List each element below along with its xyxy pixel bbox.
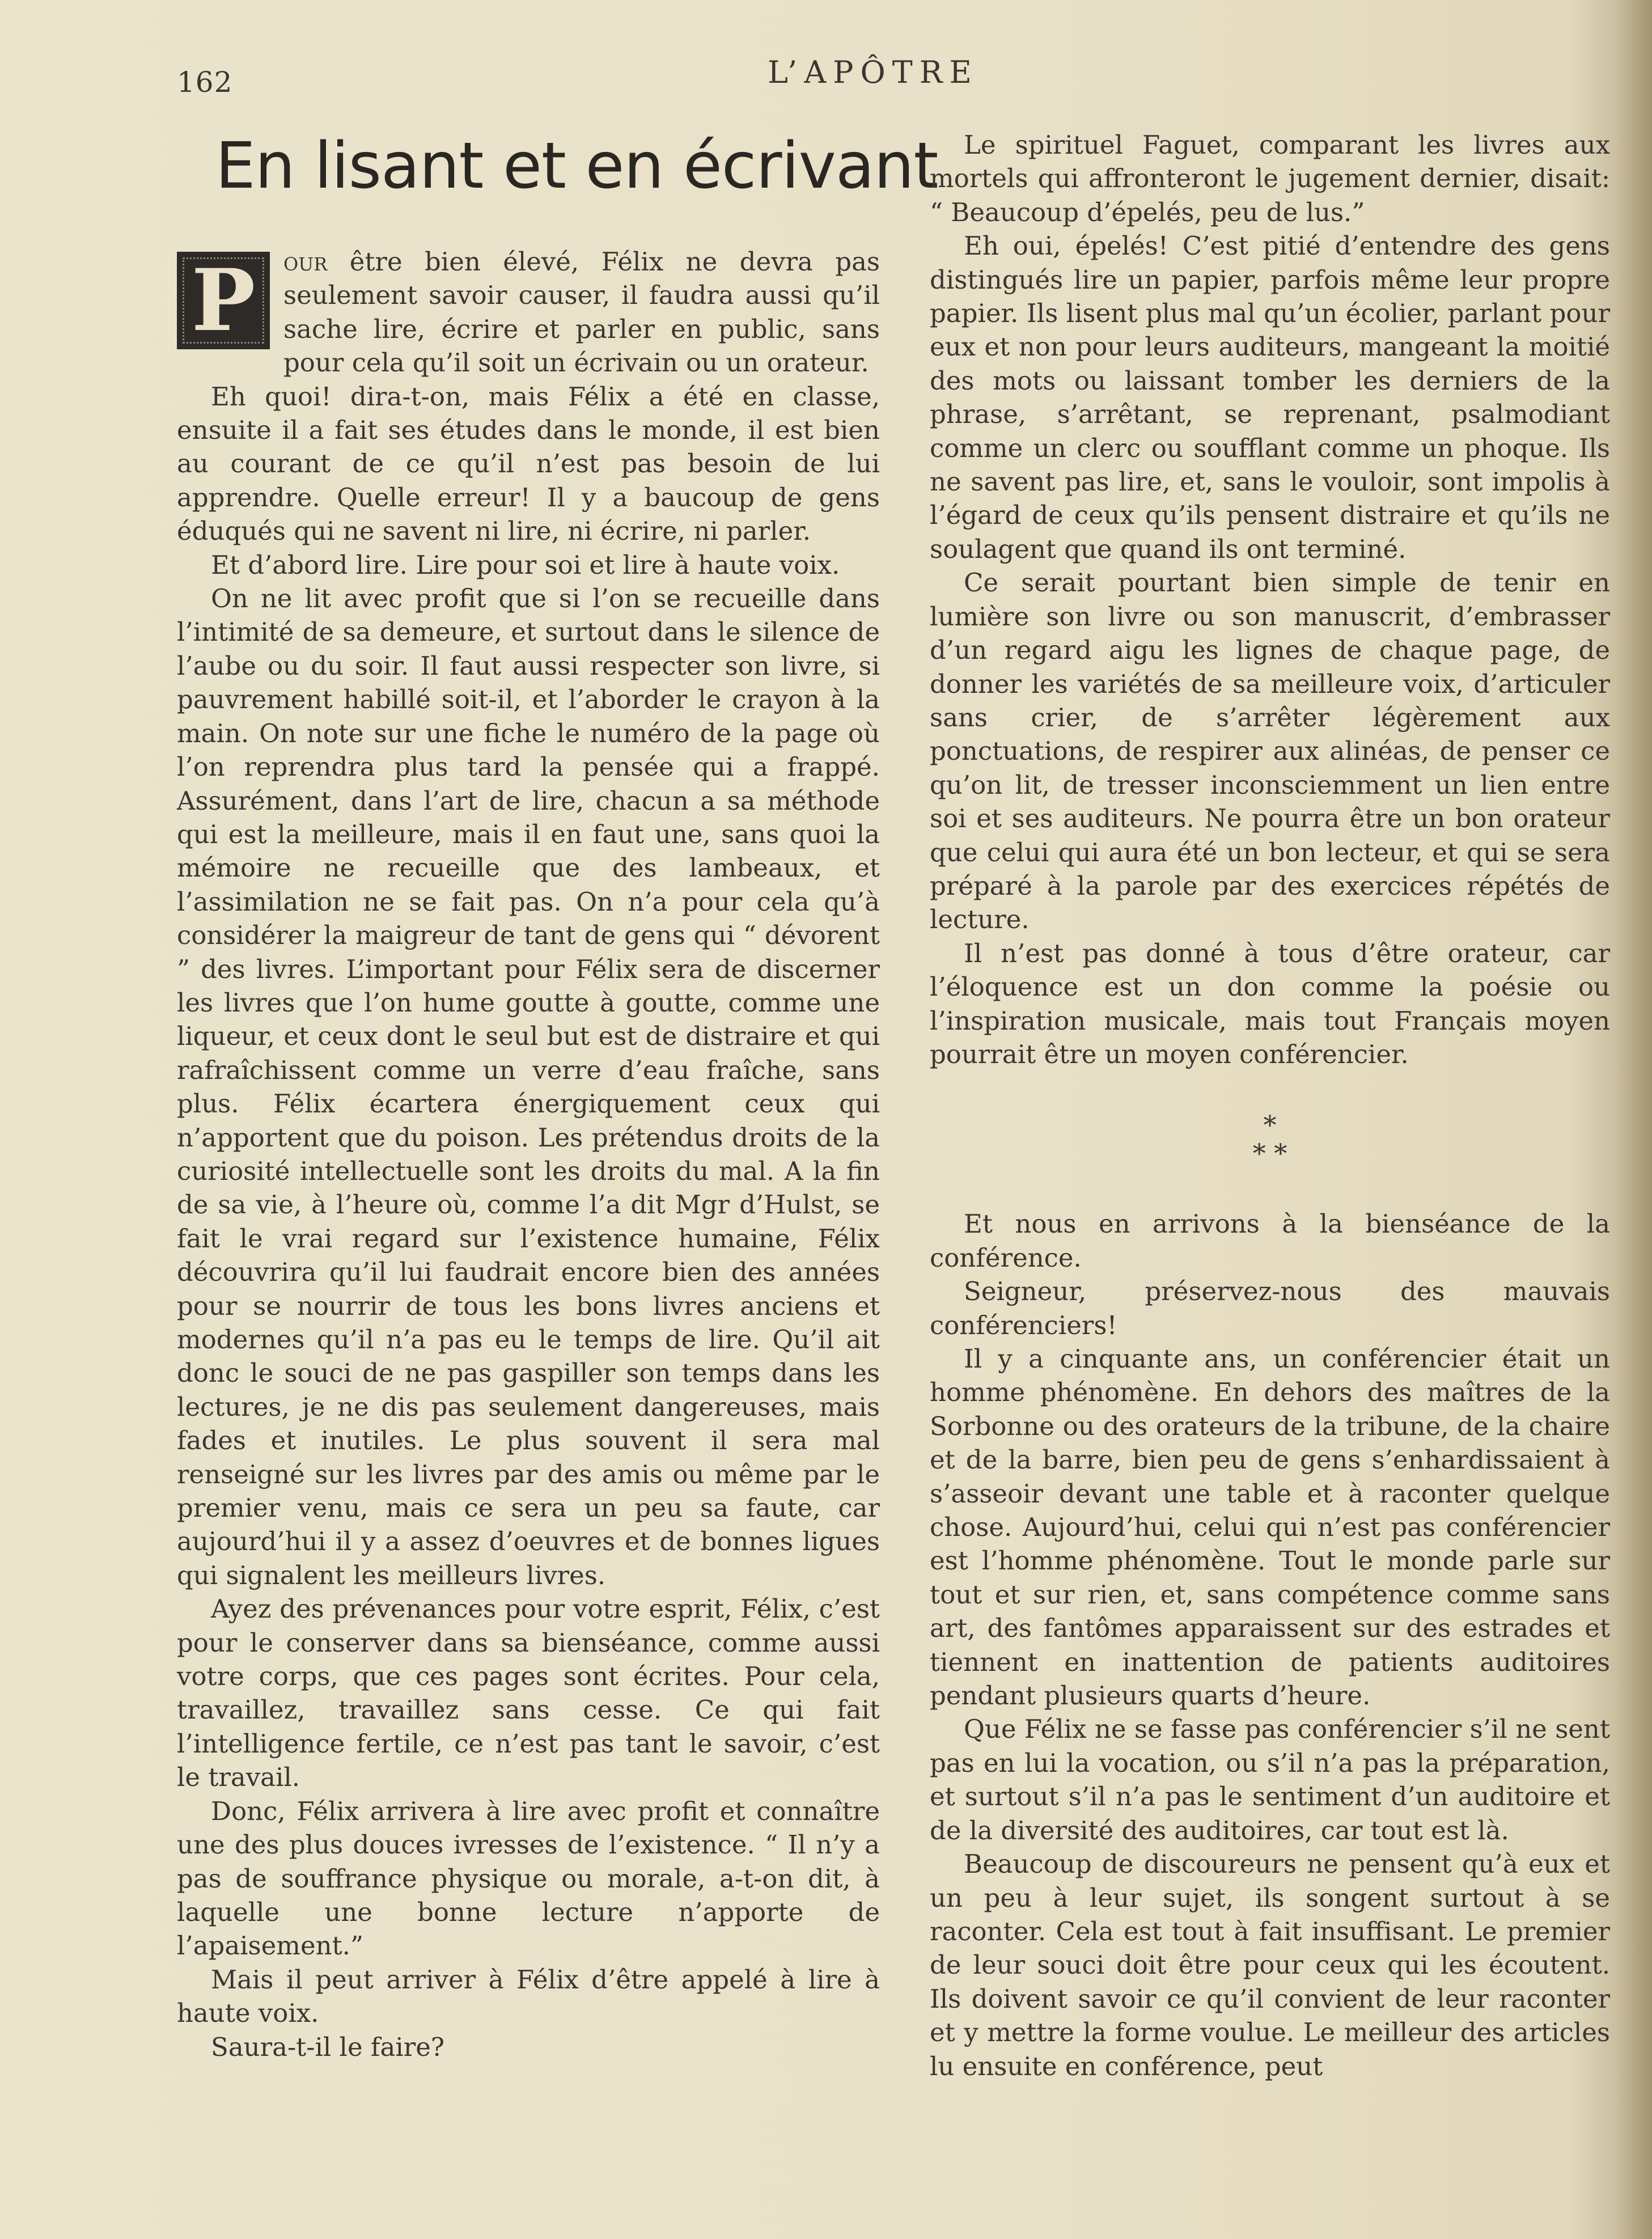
first-word: our	[283, 247, 328, 277]
paragraph-text: être bien élevé, Félix ne devra pas seulement savoir causer, il faudra aussi qu’il sache lire, écrire et parler en public, sans pour cela qu’il soit un écrivain ou un orateur.	[283, 247, 880, 378]
paragraph: Eh oui, épelés! C’est pitié d’entendre des gens distingués lire un papier, parfois même leur propre papier. Ils lisent plus mal qu’un écolier, parlant pour eux et non pour leurs auditeurs, mangeant la moitié des mots ou laissant tomber les derniers de la phrase, s’arrêtant, se reprenant, psalmodiant comme un clerc ou soufflant comme un phoque. Ils ne savent pas lire, et, sans le vouloir, sont impolis à l’égard de ceux qu’ils pensent distraire et qu’ils ne soulagent que quand ils ont terminé.	[930, 231, 1610, 564]
paragraph: Ce serait pourtant bien simple de tenir en lumière son livre ou son manuscrit, d’embrasser d’un regard aigu les lignes de chaque page, de donner les variétés de sa meilleure voix, d’articuler sans crier, de s’arrêter légèrement aux ponctuations, de respirer aux alinéas, de penser ce qu’on lit, de tresser inconsciemment un lien entre soi et ses auditeurs. Ne pourra être un bon orateur que celui qui aura été un bon lecteur, et qui se sera préparé à la parole par des exercices répétés de lecture.	[930, 568, 1610, 935]
right-column	[930, 128, 1610, 2083]
paragraph: Et nous en arrivons à la bienséance de la conférence.	[930, 1209, 1610, 1273]
paragraph: Eh quoi! dira-t-on, mais Félix a été en classe, ensuite il a fait ses études dans le monde, il est bien au courant de ce qu’il n’est pas besoin de lui apprendre. Quelle erreur! Il y a baucoup de gens éduqués qui ne savent ni lire, ni écrire, ni parler.	[177, 381, 880, 547]
paragraph: Beaucoup de discoureurs ne pensent qu’à eux et un peu à leur sujet, ils songent surtout à se raconter. Cela est tout à fait insuffisant. Le premier de leur souci doit être pour ceux qui les écoutent. Ils doivent savoir ce qu’il convient de leur raconter et y mettre la forme voulue. Le meilleur des articles lu ensuite en conférence, peut	[930, 1849, 1610, 2081]
asterism-top: *	[1263, 1110, 1277, 1141]
paragraph: Que Félix ne se fasse pas conférencier s’il ne sent pas en lui la vocation, ou s’il n’a pas la préparation, et surtout s’il n’a pas le sentiment d’un auditoire et de la diversité des auditoires, car tout est là.	[930, 1714, 1610, 1846]
paragraph: Il n’est pas donné à tous d’être orateur, car l’éloquence est un don comme la poésie ou l’inspiration musicale, mais tout Français moyen pourrait être un moyen conférencier.	[930, 938, 1610, 1069]
paragraph: Saura-t-il le faire?	[211, 2031, 445, 2062]
left-column	[177, 245, 880, 2064]
paragraph: Ayez des prévenances pour votre esprit, Félix, c’est pour le conserver dans sa bienséance, comme aussi votre corps, que ces pages sont écrites. Pour cela, travaillez, travaillez sans cesse. Ce qui fait l’intelligence fertile, ce n’est pas tant le savoir, c’est le travail.	[177, 1594, 880, 1793]
section-break-asterism	[930, 1111, 1610, 1167]
paragraph: Et d’abord lire. Lire pour soi et lire à haute voix.	[211, 549, 840, 580]
page-edge-shadow	[1618, 0, 1652, 2239]
article-title: En lisant et en écrivant	[215, 129, 938, 203]
paragraph: Mais il peut arriver à Félix d’être appelé à lire à haute voix.	[177, 1964, 880, 2029]
drop-cap-ornament	[177, 252, 270, 349]
paragraph	[177, 245, 880, 380]
paragraph: Le spirituel Faguet, comparant les livres aux mortels qui affronteront le jugement dernier, disait: “ Beaucoup d’épelés, peu de lus.”	[930, 130, 1610, 227]
asterism-bottom: * *	[1252, 1138, 1287, 1169]
paragraph: On ne lit avec profit que si l’on se recueille dans l’intimité de sa demeure, et surtout dans le silence de l’aube ou du soir. Il faut aussi respecter son livre, si pauvrement habillé soit-il, et l’aborder le crayon à la main. On note sur une fiche le numéro de la page où l’on reprendra plus tard la pensée qui a frappé. Assurément, dans l’art de lire, chacun a sa méthode qui est la meilleure, mais il en faut une, sans quoi la mémoire ne recueille que des lambeaux, et l’assimilation ne se fait pas. On n’a pour cela qu’à considérer la maigreur de tant de gens qui “ dévorent ” des livres. L’important pour Félix sera de discerner les livres que l’on hume goutte à goutte, comme une liqueur, et ceux dont le seul but est de distraire et qui rafraîchissent comme un verre d’eau fraîche, sans plus. Félix écartera énergiquement ceux qui n’apportent que du poison. Les prétendus droits de la curiosité intellectuelle sont les droits du mal. A la fin de sa vie, à l’heure où, comme l’a dit Mgr d’Hulst, se fait le vrai regard sur l’existence humaine, Félix découvrira qu’il lui faudrait encore bien des années pour se nourrir de tous les bons livres anciens et modernes qu’il n’a pas eu le temps de lire. Qu’il ait donc le souci de ne pas gaspiller son temps dans les lectures, je ne dis pas seulement dangereuses, mais fades et inutiles. Le plus souvent il sera mal renseigné sur les livres par des amis ou même par le premier venu, mais ce sera un peu sa faute, car aujourd’hui il y a assez d’oeuvres et de bonnes ligues qui signalent les meilleurs livres.	[177, 583, 880, 1590]
drop-cap-letter: P	[191, 251, 256, 350]
paragraph: Donc, Félix arrivera à lire avec profit et connaître une des plus douces ivresses de l’existence. “ Il n’y a pas de souffrance physique ou morale, a-t-on dit, à laquelle une bonne lecture n’apporte de l’apaisement.”	[177, 1796, 880, 1961]
running-title: L’APÔTRE	[768, 54, 979, 90]
paragraph: Seigneur, préservez-nous des mauvais conférenciers!	[930, 1276, 1610, 1340]
paragraph: Il y a cinquante ans, un conférencier était un homme phénomène. En dehors des maîtres de la Sorbonne ou des orateurs de la tribune, de la chaire et de la barre, bien peu de gens s’enhardissaient à s’asseoir devant une table et à raconter quelque chose. Aujourd’hui, celui qui n’est pas conférencier est l’homme phénomène. Tout le monde parle sur tout et sur rien, et, sans compétence comme sans art, des fantômes apparaissent sur des estrades et tiennent en inattention de patients auditoires pendant plusieurs quarts d’heure.	[930, 1344, 1610, 1711]
page-number: 162	[177, 66, 233, 99]
